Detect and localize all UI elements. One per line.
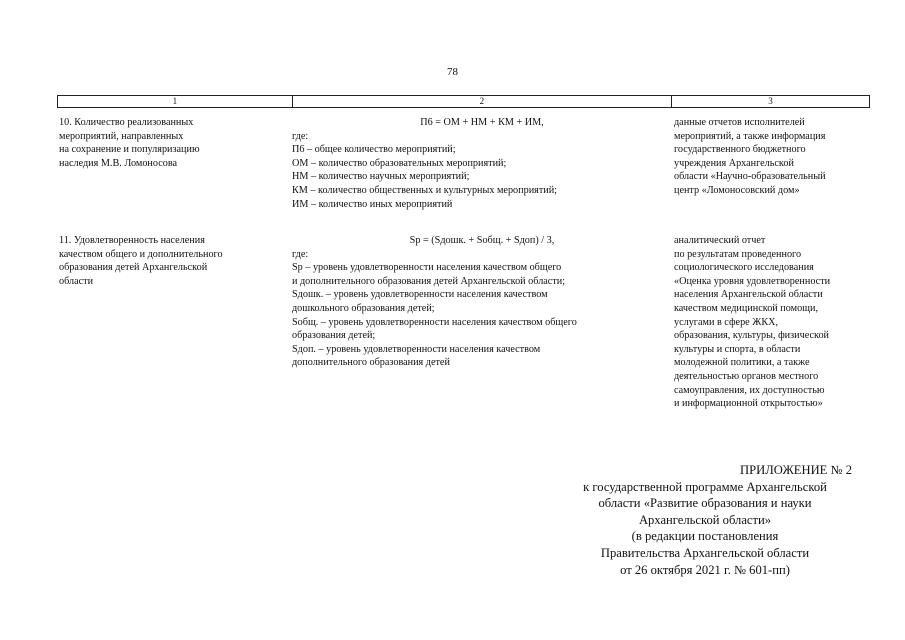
formula-cell xyxy=(292,116,672,226)
indicator-line: образования детей Архангельской xyxy=(59,262,208,274)
source-line: образования, культуры, физической xyxy=(674,330,829,342)
definition-line: Sдошк. – уровень удовлетворенности населения качеством xyxy=(292,289,548,301)
source-line: «Оценка уровня удовлетворенности xyxy=(674,275,831,287)
table-row xyxy=(57,116,870,226)
column-header-1: 1 xyxy=(172,96,178,106)
appendix-line: (в редакции постановления xyxy=(631,529,779,544)
definition-line: Sp – уровень удовлетворенности населения качеством общего xyxy=(292,262,562,274)
source-line: услугами в сфере ЖКХ, xyxy=(674,316,779,328)
definition-line: образования детей; xyxy=(292,330,376,342)
source-line: качеством медицинской помощи, xyxy=(674,302,819,314)
column-header-3: 3 xyxy=(671,96,869,107)
column-header-2: 2 xyxy=(292,96,671,107)
appendix-heading xyxy=(540,462,870,578)
indicator-line: 11. Удовлетворенность населения xyxy=(59,235,205,246)
appendix-line: Архангельской области» xyxy=(638,512,772,527)
page-number: 78 xyxy=(447,66,458,78)
definition-line: ОМ – количество образовательных мероприятий; xyxy=(292,157,507,169)
source-line: мероприятий, а также информация xyxy=(674,130,826,142)
indicator-line: мероприятий, направленных xyxy=(59,130,184,142)
definition-line: где: xyxy=(292,248,309,260)
table-header-row xyxy=(57,95,870,108)
appendix-title: ПРИЛОЖЕНИЕ № 2 xyxy=(740,463,852,477)
source-line: молодежной политики, а также xyxy=(674,357,810,369)
source-line: культуры и спорта, в области xyxy=(674,343,801,355)
definition-line: дополнительного образования детей xyxy=(292,357,450,369)
definition-line: Sобщ. – уровень удовлетворенности населения качеством общего xyxy=(292,316,577,328)
source-line: данные отчетов исполнителей xyxy=(674,117,805,128)
source-line: и информационной открытостью» xyxy=(674,398,823,410)
indicator-cell xyxy=(57,116,292,226)
source-line: области «Научно-образовательный xyxy=(674,171,826,183)
definition-line: КМ – количество общественных и культурных мероприятий; xyxy=(292,184,558,196)
formula: П6 = ОМ + НМ + КМ + ИМ, xyxy=(420,117,544,128)
definition-line: и дополнительного образования детей Архангельской области; xyxy=(292,275,566,287)
source-line: аналитический отчет xyxy=(674,235,766,246)
appendix-line: Правительства Архангельской области xyxy=(600,545,810,560)
indicator-cell xyxy=(57,234,292,411)
indicator-line: на сохранение и популяризацию xyxy=(59,144,200,156)
indicator-table xyxy=(57,95,870,411)
source-line: по результатам проведенного xyxy=(674,248,802,260)
definition-line: НМ – количество научных мероприятий; xyxy=(292,171,470,183)
indicator-line: качеством общего и дополнительного xyxy=(59,248,223,260)
source-line: социологического исследования xyxy=(674,262,814,274)
indicator-line: наследия М.В. Ломоносова xyxy=(59,157,178,169)
source-line: государственного бюджетного xyxy=(674,144,806,156)
indicator-line: области xyxy=(59,275,94,287)
appendix-line: области «Развитие образования и науки xyxy=(598,496,812,511)
definition-line: дошкольного образования детей; xyxy=(292,302,435,314)
definition-line: П6 – общее количество мероприятий; xyxy=(292,144,456,156)
source-line: населения Архангельской области xyxy=(674,289,823,301)
source-line: деятельностью органов местного xyxy=(674,370,819,382)
definition-line: Sдоп. – уровень удовлетворенности населения качеством xyxy=(292,343,541,355)
source-line: центр «Ломоносовский дом» xyxy=(674,184,800,196)
source-cell xyxy=(672,234,870,411)
formula: Sp = (Sдошк. + Sобщ. + Sдоп) / 3, xyxy=(409,235,555,246)
source-line: учреждения Архангельской xyxy=(674,157,794,169)
indicator-line: 10. Количество реализованных xyxy=(59,117,194,128)
definition-line: ИМ – количество иных мероприятий xyxy=(292,198,453,210)
appendix-line: к государственной программе Архангельской xyxy=(583,479,827,494)
formula-cell xyxy=(292,234,672,411)
appendix-line: от 26 октября 2021 г. № 601-пп) xyxy=(620,562,790,577)
source-cell xyxy=(672,116,870,226)
definition-line: где: xyxy=(292,130,309,142)
table-row xyxy=(57,234,870,411)
source-line: самоуправления, их доступностью xyxy=(674,384,825,396)
